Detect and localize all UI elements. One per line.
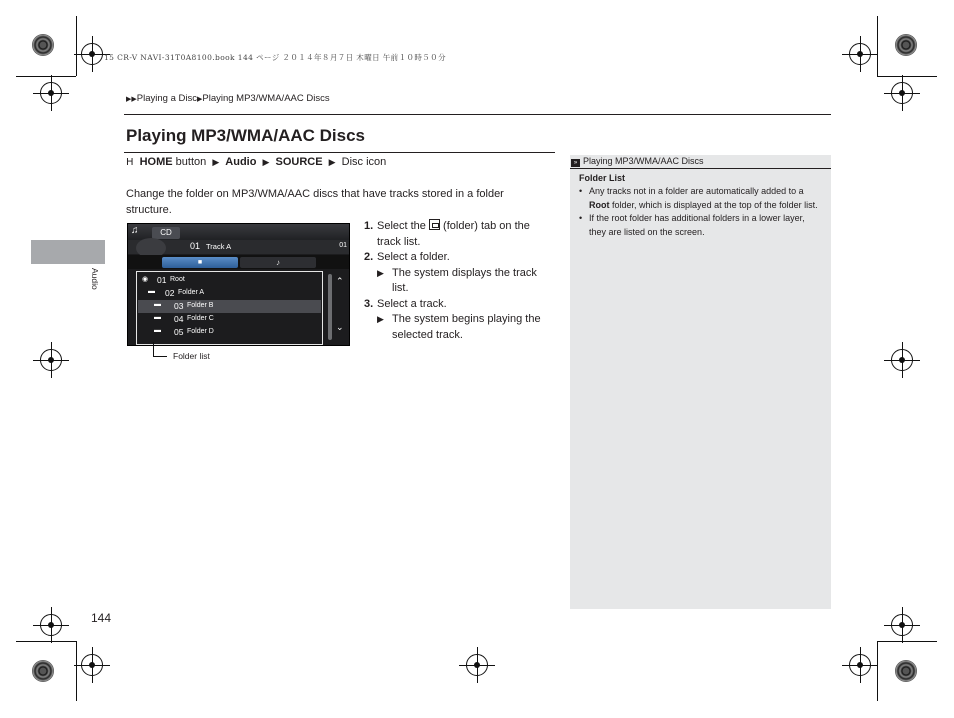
crosshair-mark: [81, 43, 103, 65]
screen-row-number: 05: [174, 327, 184, 337]
step-text: Select the: [377, 220, 426, 232]
home-suffix: button: [175, 156, 207, 168]
crosshair-mark: [40, 349, 62, 371]
screen-row-number: 03: [174, 301, 184, 311]
side-note-bullet: • If the root folder has additional folders in a lower layer, they are listed on the screen.: [579, 212, 822, 239]
step-text: Select a track.: [377, 297, 447, 310]
screen-track-counter: 01: [339, 242, 347, 249]
step-1: [364, 219, 550, 250]
folder-icon: ▬: [154, 314, 161, 321]
step-result: [377, 312, 550, 343]
side-note-heading: [570, 155, 831, 169]
step-result: [377, 266, 550, 297]
folder-icon: ▬: [148, 288, 155, 295]
crosshair-mark: [40, 82, 62, 104]
side-note-heading-text: Playing MP3/WMA/AAC Discs: [583, 156, 704, 166]
screen-track-number: 01: [190, 241, 201, 251]
folder-tab-icon: [429, 219, 440, 230]
home-label: HOME: [139, 156, 173, 168]
screen-tab-bar: [128, 224, 350, 240]
screen-folder-tab: ■: [162, 257, 238, 268]
home-icon: H: [126, 157, 134, 168]
step-text: Select a folder.: [377, 251, 450, 263]
steps-list: [364, 219, 550, 343]
breadcrumb-link-playing-a-disc[interactable]: Playing a Disc: [136, 93, 197, 104]
callout-line: [153, 342, 154, 356]
side-note-bullet: [579, 185, 822, 212]
screen-row-label: Folder D: [187, 328, 214, 335]
path-arrow: ▶: [328, 157, 336, 167]
page-number: 144: [91, 611, 112, 625]
side-note-bullets: [579, 185, 822, 239]
screen-tab-cd: CD: [152, 227, 180, 239]
source-label: SOURCE: [275, 156, 323, 168]
crop-line: [877, 641, 878, 701]
registration-gear-mark: [32, 660, 54, 682]
crosshair-mark: [849, 43, 871, 65]
crosshair-mark: [891, 349, 913, 371]
breadcrumb: [126, 93, 330, 104]
intro-paragraph: Change the folder on MP3/WMA/AAC discs that have tracks stored in a folder structure.: [126, 188, 504, 216]
bullet-text: Any tracks not in a folder are automatically added to a: [589, 186, 804, 196]
crop-line: [16, 76, 76, 77]
page-title: Playing MP3/WMA/AAC Discs: [126, 126, 365, 145]
crosshair-mark: [40, 614, 62, 636]
crop-line: [877, 641, 937, 642]
reference-icon: »: [571, 159, 580, 167]
step-number: 1.: [364, 220, 374, 232]
crop-line: [16, 641, 76, 642]
registration-gear-mark: [895, 34, 917, 56]
root-disc-icon: ◉: [142, 276, 149, 283]
side-note-subheading: Folder List: [579, 173, 626, 183]
breadcrumb-current[interactable]: Playing MP3/WMA/AAC Discs: [202, 93, 330, 104]
callout-line: [153, 356, 167, 357]
screen-scrollbar: [328, 274, 332, 340]
navigation-path: [126, 156, 386, 168]
folder-list-highlight-frame: [136, 271, 323, 345]
folder-icon: ▬: [154, 301, 161, 308]
screen-track-name: Track A: [206, 242, 232, 251]
path-arrow: ▶: [212, 157, 220, 167]
crop-line: [76, 16, 77, 76]
crosshair-mark: [849, 654, 871, 676]
title-rule: [124, 152, 555, 153]
result-arrow-icon: ▶: [377, 267, 384, 278]
screen-track-tab: ♪: [240, 257, 316, 268]
disc-icon-label: Disc icon: [341, 156, 387, 168]
print-header: 15 CR-V NAVI-31T0A8100.book 144 ページ ２０１４年８月７日 木曜日 午前１０時５０分: [104, 53, 446, 62]
crosshair-mark: [466, 654, 488, 676]
crosshair-mark: [891, 82, 913, 104]
scroll-up-icon: ⌃: [336, 276, 344, 286]
music-note-icon: ♫: [131, 225, 139, 236]
crosshair-mark: [81, 654, 103, 676]
bullet-text: folder, which is displayed at the top of the folder list.: [612, 199, 818, 210]
screen-row-number: 01: [157, 275, 167, 285]
folder-icon: ▬: [154, 327, 161, 334]
screen-row-label: Folder A: [178, 289, 205, 296]
crop-line: [877, 16, 878, 76]
crop-line: [877, 76, 937, 77]
screen-row-number: 04: [174, 314, 184, 324]
folder-list-callout: Folder list: [173, 351, 210, 361]
step-result-text: The system displays the track list.: [392, 266, 537, 294]
step-number: 3.: [364, 297, 374, 310]
crop-line: [76, 641, 77, 701]
step-result-text: The system begins playing the selected track.: [392, 313, 541, 341]
crosshair-mark: [891, 614, 913, 636]
breadcrumb-separator: ▶: [196, 96, 203, 103]
chapter-tab-label: Audio: [90, 268, 100, 290]
screen-row-number: 02: [165, 288, 175, 298]
screen-row-label: Root: [170, 276, 185, 283]
screen-subtabs: [128, 255, 350, 269]
breadcrumb-arrows: ▶▶: [126, 96, 137, 103]
result-arrow-icon: ▶: [377, 314, 384, 324]
header-rule: [124, 114, 831, 115]
chapter-tab: [31, 240, 105, 264]
audio-label: Audio: [225, 156, 257, 168]
screen-row-label: Folder C: [187, 315, 214, 322]
path-arrow: ▶: [262, 157, 270, 167]
audio-screen-illustration: [127, 223, 350, 346]
screen-row-label: Folder B: [187, 302, 214, 309]
registration-gear-mark: [895, 660, 917, 682]
step-2: [364, 250, 550, 297]
step-number: 2.: [364, 251, 374, 263]
registration-gear-mark: [32, 34, 54, 56]
bullet-bold-text: Root: [589, 199, 610, 210]
step-3: [364, 297, 550, 344]
scroll-down-icon: ⌄: [336, 322, 344, 332]
step-text: (folder) tab on the track list.: [377, 220, 530, 248]
